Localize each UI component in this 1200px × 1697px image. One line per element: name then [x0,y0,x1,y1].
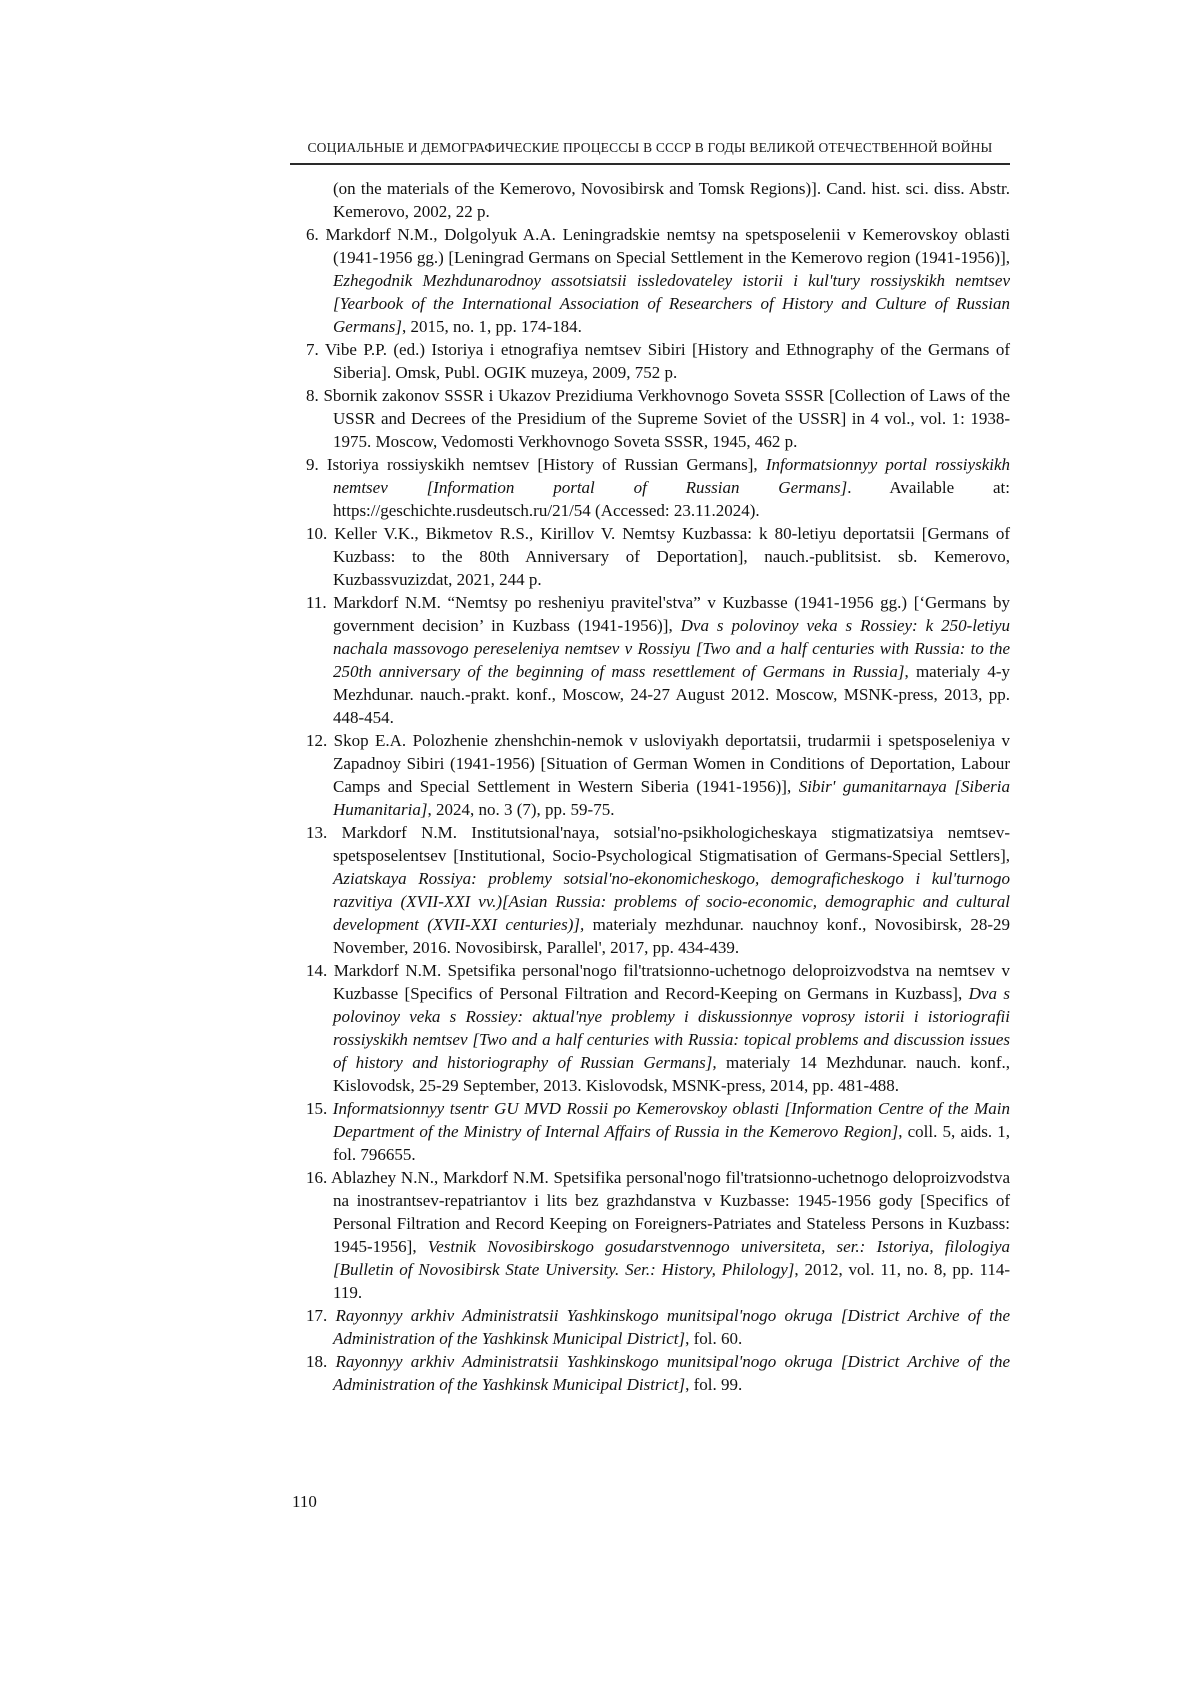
reference-text: Sbornik zakonov SSSR i Ukazov Prezidiuma Verkhovnogo Soveta SSSR [Collection of Laws of the USSR and Decrees of the Presidium of the Supreme Soviet of the USSR] in 4 vol., vol. 1: 1938-1975. Moscow, Vedomosti Verkhovnogo Soveta SSSR, 1945, 462 p. [323,386,1011,451]
reference-item [290,591,1010,729]
reference-text: Markdorf N.M. Institutsional'naya, sotsial'no-psikhologicheskaya stigmatizatsiya nemtsev-spetsposelentsev [Institutional, Socio-Psychological Stigmatisation of Germans-Special Settlers], [333,823,1011,865]
reference-source-title: Dva s polovinoy veka s Rossiey: k 250-letiyu nachala massovogo pereseleniya nemtsev v Rossiyu [Two and a half centuries with Russia: to the 250th anniversary of the beginning of mass resettlement of Germans in Russia] [333,616,1010,681]
reference-number: 14. [306,961,334,980]
reference-item [290,223,1010,338]
reference-text: , 2012, vol. 11, no. 8, pp. 114-119. [333,1260,1010,1302]
reference-number: 18. [306,1352,336,1371]
reference-source-title: Rayonnyy arkhiv Administratsii Yashkinskogo munitsipal'nogo okruga [District Archive of the Administration of the Yashkinsk Municipal District] [333,1352,1010,1394]
reference-source-title: Informatsionnyy portal rossiyskikh nemtsev [Information portal of Russian Germans] [333,455,1011,497]
reference-text: . Available at: https://geschichte.rusdeutsch.ru/21/54 (Accessed: 23.11.2024). [333,478,1011,520]
reference-text: Markdorf N.M. “Nemtsy po resheniyu pravitel'stva” v Kuzbasse (1941-1956 gg.) [‘Germans by government decision’ in Kuzbass (1941-1956)], [333,593,1010,635]
reference-number: 13. [306,823,342,842]
reference-text: Markdorf N.M., Dolgolyuk A.A. Leningradskie nemtsy na spetsposelenii v Kemerovskoy oblasti (1941-1956 gg.) [Leningrad Germans on Special Settlement in the Kemerovo region (1941-1956)], [325,225,1010,267]
reference-text: Vibe P.P. (ed.) Istoriya i etnografiya nemtsev Sibiri [History and Ethnography of the Germans of Siberia]. Omsk, Publ. OGIK muzeya, 2009, 752 p. [324,340,1010,382]
reference-number: 17. [306,1306,336,1325]
reference-item [290,1304,1010,1350]
reference-text: materialy mezhdunar. nauchnoy konf., Novosibirsk, 28-29 November, 2016. Novosibirsk, Parallel', 2017, pp. 434-439. [333,915,1010,957]
reference-continuation-text: (on the materials of the Kemerovo, Novosibirsk and Tomsk Regions)]. Cand. hist. sci. diss. Abstr. Kemerovo, 2002, 22 p. [333,179,1010,221]
reference-source-title: Sibir' gumanitarnaya [Siberia Humanitaria] [333,777,1010,819]
reference-text: Skop E.A. Polozhenie zhenshchin-nemok v usloviyakh deportatsii, trudarmii i spetsposeleniya v Zapadnoy Sibiri (1941-1956) [Situation of German Women in Conditions of Deportation, Labour Camps and Special Settlement in Western Siberia (1941-1956)], [333,731,1011,796]
reference-number: 11. [306,593,334,612]
reference-number: 6. [306,225,326,244]
reference-text: , fol. 99. [685,1375,743,1394]
reference-text: Markdorf N.M. Spetsifika personal'nogo fil'tratsionno-uchetnogo deloproizvodstva na nemtsev v Kuzbasse [Specifics of Personal Filtration and Record-Keeping on Germans in Kuzbass], [333,961,1010,1003]
reference-text: , coll. 5, aids. 1, fol. 796655. [333,1122,1010,1164]
reference-text: , 2015, no. 1, pp. 174-184. [401,317,582,336]
reference-text: , fol. 60. [685,1329,743,1348]
reference-source-title: Vestnik Novosibirskogo gosudarstvennogo universiteta, ser.: Istoriya, filologiya [Bulletin of Novosibirsk State University. Ser.: History, Philology] [333,1237,1010,1279]
reference-source-title: Informatsionnyy tsentr GU MVD Rossii po Kemerovskoy oblasti [Information Centre of the Main Department of the Ministry of Internal Affairs of Russia in the Kemerovo Region] [332,1099,1011,1141]
reference-item [290,522,1010,591]
reference-item [290,1350,1010,1396]
content-column [290,140,1010,1396]
reference-source-title: Aziatskaya Rossiya: problemy sotsial'no-ekonomicheskogo, demograficheskogo i kul'turnogo razvitiya (XVII-XXI vv.)[Asian Russia: problems of socio-economic, demographic and cultural development (XVII-XXI centuries)], [333,869,1010,934]
page-number: 110 [292,1492,317,1511]
reference-number: 7. [306,340,325,359]
reference-text: , 2024, no. 3 (7), pp. 59-75. [427,800,615,819]
reference-text: , materialy 4-y Mezhdunar. nauch.-prakt. konf., Moscow, 24-27 August 2012. Moscow, MSNK-press, 2013, pp. 448-454. [333,662,1010,727]
reference-item [290,729,1010,821]
reference-item [290,1166,1010,1304]
reference-source-title: Rayonnyy arkhiv Administratsii Yashkinskogo munitsipal'nogo okruga [District Archive of the Administration of the Yashkinsk Municipal District] [333,1306,1010,1348]
reference-number: 9. [306,455,327,474]
reference-number: 8. [306,386,324,405]
reference-text: Ablazhey N.N., Markdorf N.M. Spetsifika personal'nogo fil'tratsionno-uchetnogo deloproizvodstva na inostrantsev-repatriantov i lits bez grazhdanstva v Kuzbasse: 1945-1956 gody [Specifics of Personal Filtration and Record Keeping on Foreigners-Patriates and Stateless Persons in Kuzbass: 1945-1956], [331,1168,1011,1256]
reference-item [290,338,1010,384]
reference-item [290,384,1010,453]
references-section [290,177,1010,1396]
reference-source-title: Dva s polovinoy veka s Rossiey: aktual'nye problemy i diskussionnye voprosy istorii i istoriografii rossiyskikh nemtsev [Two and a half centuries with Russia: topical problems and discussion issues of history and historiography of Russian Germans], [333,984,1010,1072]
running-header: СОЦИАЛЬНЫЕ И ДЕМОГРАФИЧЕСКИЕ ПРОЦЕССЫ В СССР В ГОДЫ ВЕЛИКОЙ ОТЕЧЕСТВЕННОЙ ВОЙНЫ [290,140,1010,165]
reference-number: 16. [306,1168,332,1187]
reference-item [290,821,1010,959]
reference-number: 12. [306,731,334,750]
reference-text: Istoriya rossiyskikh nemtsev [History of Russian Germans], [326,455,766,474]
reference-source-title: Ezhegodnik Mezhdunarodnoy assotsiatsii issledovateley istorii i kul'tury rossiyskikh nemtsev [Yearbook of the International Association of Researchers of History and Culture of Russian Germans] [333,271,1010,336]
reference-item [290,453,1010,522]
references-list [290,223,1010,1396]
reference-number: 10. [306,524,335,543]
reference-item [290,1097,1010,1166]
reference-text: materialy 14 Mezhdunar. nauch. konf., Kislovodsk, 25-29 September, 2013. Kislovodsk, MSNK-press, 2014, pp. 481-488. [333,1053,1010,1095]
reference-text: Keller V.K., Bikmetov R.S., Kirillov V. Nemtsy Kuzbassa: k 80-letiyu deportatsii [Germans of Kuzbass: to the 80th Anniversary of Deportation], nauch.-publitsist. sb. Kemerovo, Kuzbassvuzizdat, 2021, 244 p. [333,524,1011,589]
reference-number: 15. [306,1099,333,1118]
reference-item [290,959,1010,1097]
